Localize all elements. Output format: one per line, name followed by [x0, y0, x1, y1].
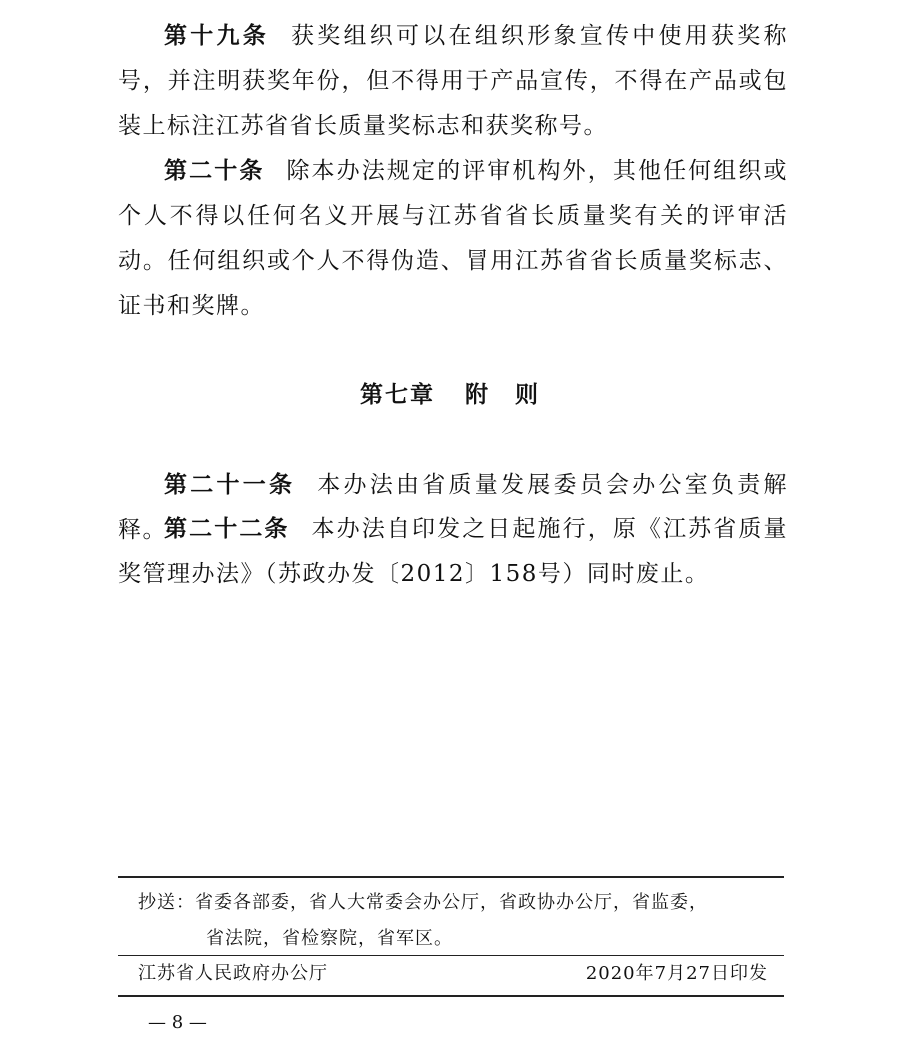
article-label: 第二十一条 [164, 472, 296, 498]
issuance-footer [138, 960, 768, 988]
article-text: 本办法由省质量发展委员会办公室负责解释。 [118, 472, 788, 543]
chapter-title: 附 则 [465, 382, 540, 408]
distribution-list [138, 885, 778, 957]
issue-date: 2020年7月27日印发 [585, 963, 768, 984]
distribution-recipients-1: 省委各部委，省人大常委会办公厅，省政协办公厅，省监委， [195, 892, 708, 913]
article-text: 获奖组织可以在组织形象宣传中使用获奖称号，并注明获奖年份，但不得用于产品宣传，不得在产品或包装上标注江苏省省长质量奖标志和获奖称号。 [118, 23, 788, 139]
article-text: 除本办法规定的评审机构外，其他任何组织或个人不得以任何名义开展与江苏省省长质量奖有关的评审活动。任何组织或个人不得伪造、冒用江苏省省长质量奖标志、证书和奖牌。 [118, 158, 789, 319]
article-20 [118, 149, 788, 329]
distribution-line-1 [138, 885, 778, 921]
article-label: 第二十条 [164, 158, 265, 184]
article-label: 第十九条 [164, 23, 269, 49]
page-number: — 8 — [148, 1012, 207, 1033]
article-text: 本办法自印发之日起施行，原《江苏省质量奖管理办法》（苏政办发〔2012〕158号）同时废止。 [118, 516, 789, 587]
article-19 [118, 14, 788, 149]
chapter-number: 第七章 [360, 382, 435, 408]
divider-top [118, 876, 784, 878]
chapter-heading [0, 376, 900, 409]
distribution-label: 抄送： [138, 892, 195, 913]
divider-middle [118, 955, 784, 956]
issuer-name: 江苏省人民政府办公厅 [138, 963, 328, 984]
divider-bottom [118, 995, 784, 997]
article-22 [118, 507, 788, 597]
article-label: 第二十二条 [164, 516, 290, 542]
distribution-recipients-2: 省法院，省检察院，省军区。 [206, 928, 453, 949]
